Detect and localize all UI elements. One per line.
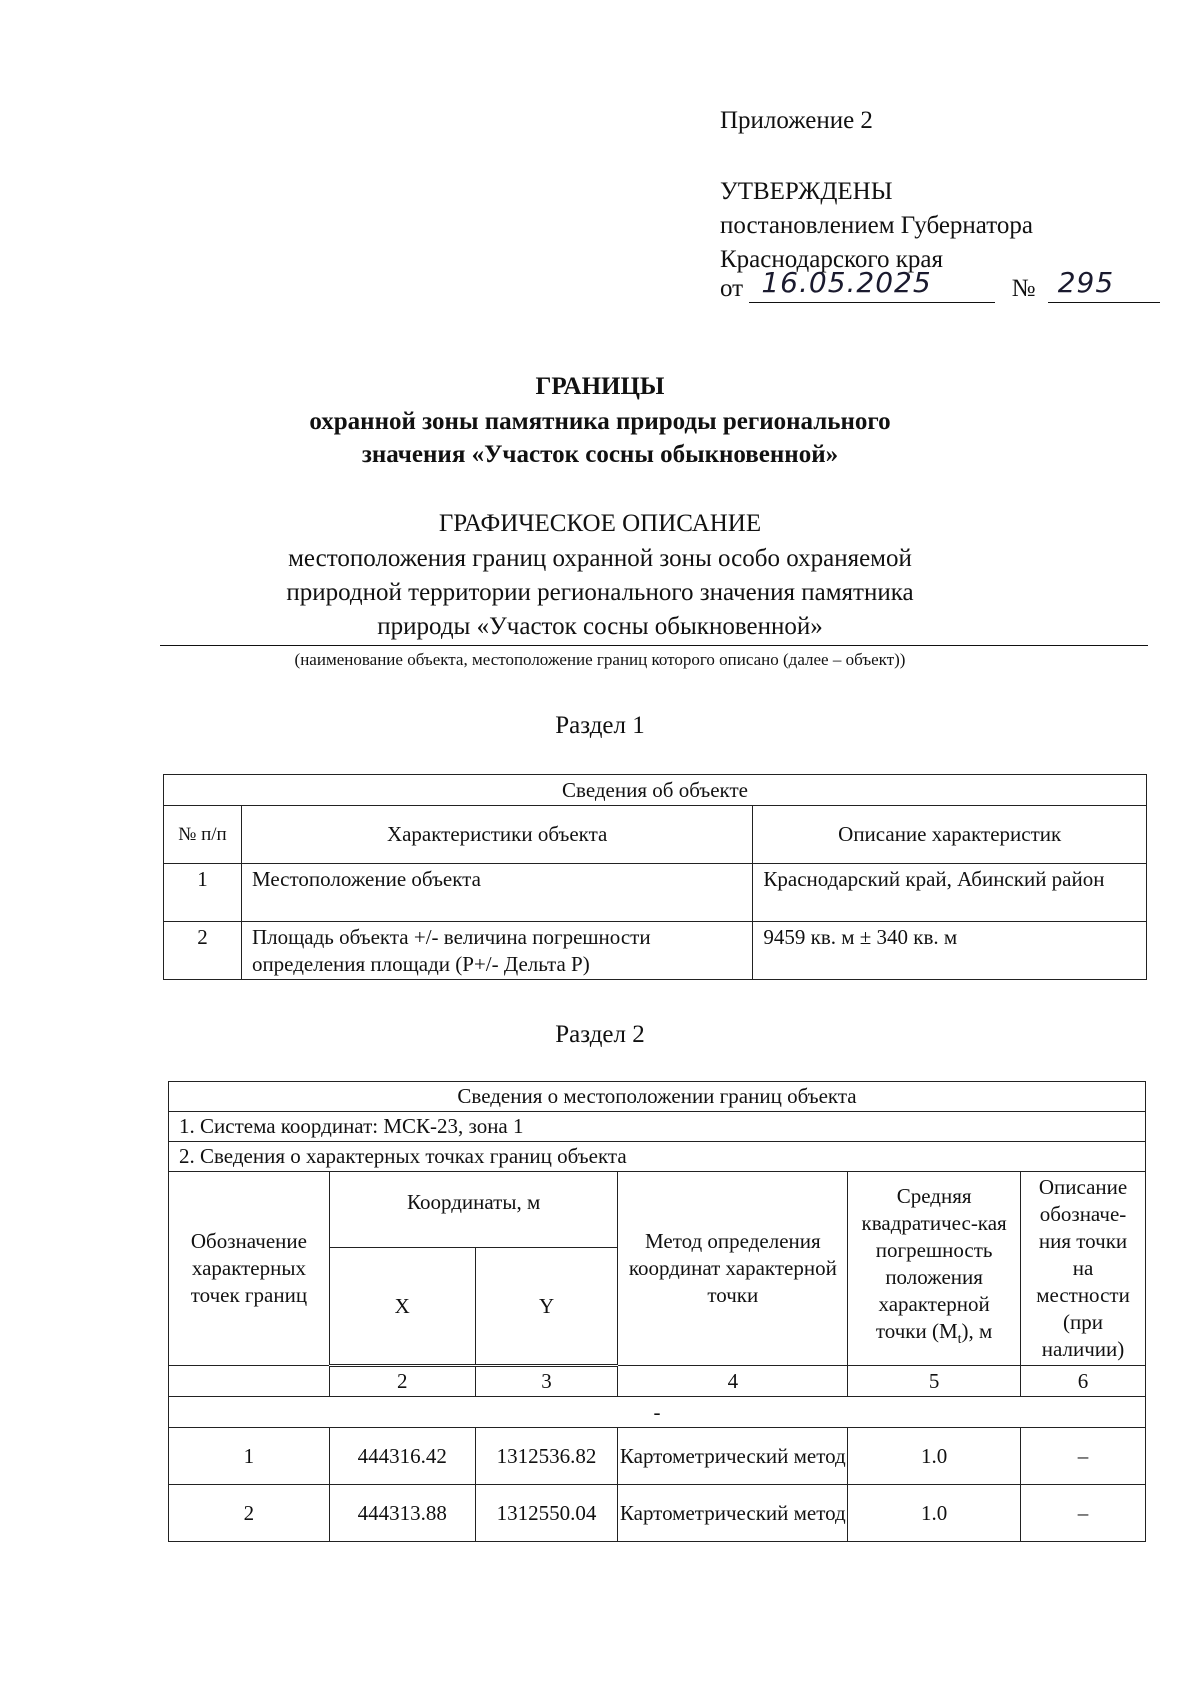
handwritten-number: 295 (1057, 266, 1115, 299)
col-header-point: Обозначение характерных точек границ (169, 1172, 330, 1366)
section-2-heading: Раздел 2 (555, 1021, 645, 1048)
dash-row: - (169, 1397, 1146, 1428)
row-desc: 9459 кв. м ± 340 кв. м (753, 922, 1147, 980)
points-table-title: Сведения о местоположении границ объекта (169, 1082, 1146, 1112)
col-header-error-sub: t (957, 1332, 962, 1348)
table-row (164, 864, 1147, 922)
point-error: 1.0 (848, 1428, 1021, 1485)
decree-line-2: Краснодарского края (720, 246, 943, 273)
points-info-row: 2. Сведения о характерных точках границ объекта (169, 1142, 1146, 1172)
col-header-error (848, 1172, 1021, 1366)
point-desc: – (1021, 1485, 1146, 1542)
col-num: 6 (1021, 1366, 1146, 1397)
col-header-x: X (329, 1248, 475, 1366)
title-line-2: охранной зоны памятника природы регионального (309, 408, 891, 435)
col-header-y: Y (475, 1248, 618, 1366)
col-num: 5 (848, 1366, 1021, 1397)
col-header-desc: Описание характеристик (753, 806, 1147, 864)
point-y: 1312536.82 (475, 1428, 618, 1485)
col-header-char: Характеристики объекта (241, 806, 752, 864)
col-header-error-text: Средняя квадратичес-кая погрешность положения характерной точки (M (861, 1184, 1007, 1344)
coord-system-row: 1. Система координат: МСК-23, зона 1 (169, 1112, 1146, 1142)
col-header-coords: Координаты, м (329, 1172, 618, 1248)
title-underline (160, 645, 1148, 646)
point-method: Картометрический метод (618, 1485, 848, 1542)
subtitle: ГРАФИЧЕСКОЕ ОПИСАНИЕ (438, 510, 762, 537)
date-blank (749, 266, 995, 303)
col-num (169, 1366, 330, 1397)
row-num: 1 (164, 864, 242, 922)
table-row (169, 1428, 1146, 1485)
object-table-title: Сведения об объекте (164, 775, 1147, 806)
row-desc: Краснодарский край, Абинский район (753, 864, 1147, 922)
point-x: 444316.42 (329, 1428, 475, 1485)
row-num: 2 (164, 922, 242, 980)
description-line-3: природы «Участок сосны обыкновенной» (377, 613, 823, 640)
table-row (164, 922, 1147, 980)
number-blank (1048, 266, 1160, 303)
col-num: 2 (329, 1366, 475, 1397)
appendix-label: Приложение 2 (720, 107, 873, 134)
handwritten-date: 16.05.2025 (761, 266, 932, 299)
title-line-3: значения «Участок сосны обыкновенной» (361, 441, 839, 468)
point-id: 2 (169, 1485, 330, 1542)
date-number-line (720, 266, 1160, 303)
date-prefix: от (720, 275, 744, 302)
point-y: 1312550.04 (475, 1485, 618, 1542)
point-x: 444313.88 (329, 1485, 475, 1542)
object-caption: (наименование объекта, местоположение границ которого описано (далее – объект)) (294, 650, 906, 669)
col-num: 3 (475, 1366, 618, 1397)
col-header-error-tail: ), м (961, 1319, 993, 1344)
row-char: Местоположение объекта (241, 864, 752, 922)
point-desc: – (1021, 1428, 1146, 1485)
approved-label: УТВЕРЖДЕНЫ (720, 178, 893, 205)
approval-block (720, 175, 1033, 277)
col-header-num: № п/п (164, 806, 242, 864)
object-info-table (163, 774, 1147, 980)
table-row (169, 1485, 1146, 1542)
row-char: Площадь объекта +/- величина погрешности определения площади (Р+/- Дельта Р) (241, 922, 752, 980)
col-num: 4 (618, 1366, 848, 1397)
column-number-row (169, 1366, 1146, 1397)
description-line-2: природной территории регионального значения памятника (286, 579, 914, 606)
description-line-1: местоположения границ охранной зоны особо охраняемой (288, 545, 912, 572)
decree-line-1: постановлением Губернатора (720, 212, 1033, 239)
section-1-heading: Раздел 1 (555, 712, 645, 739)
point-id: 1 (169, 1428, 330, 1485)
number-prefix: № (1011, 275, 1036, 302)
col-header-desc: Описание обозначе-ния точки на местности (при наличии) (1021, 1172, 1146, 1366)
point-method: Картометрический метод (618, 1428, 848, 1485)
col-header-method: Метод определения координат характерной точки (618, 1172, 848, 1366)
point-error: 1.0 (848, 1485, 1021, 1542)
document-title: ГРАНИЦЫ (535, 373, 665, 400)
boundary-points-table (168, 1081, 1146, 1542)
